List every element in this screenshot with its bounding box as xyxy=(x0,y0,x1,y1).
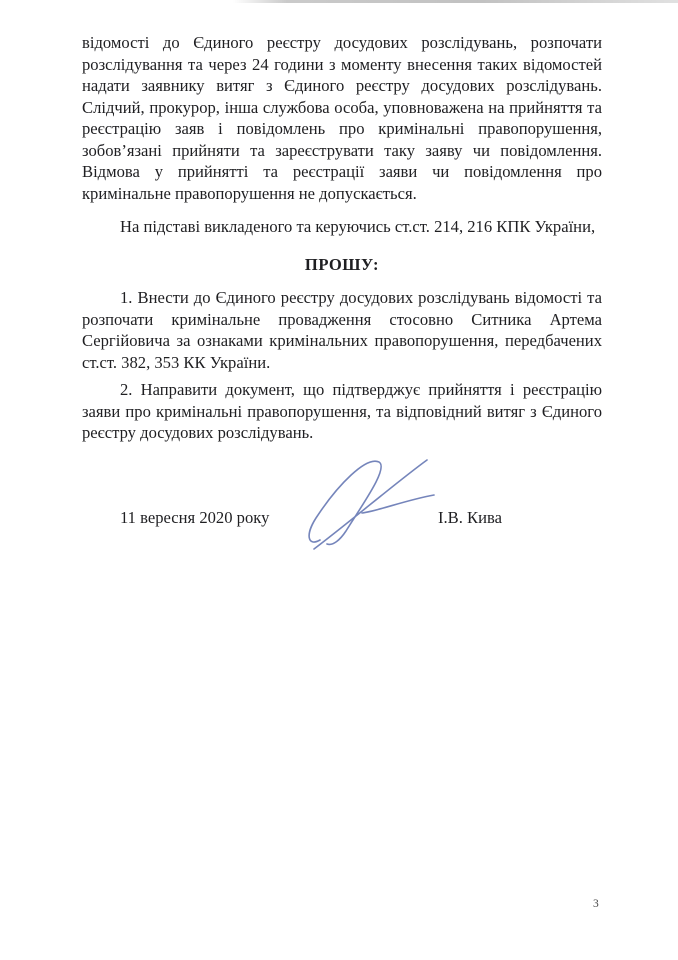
request-heading: ПРОШУ: xyxy=(304,254,380,274)
signature-stroke xyxy=(309,460,434,549)
scan-artifact-line xyxy=(233,0,678,3)
legal-basis-paragraph: На підставі викладеного та керуючись ст.ст. 214, 216 КПК України, xyxy=(120,217,596,236)
request-item-2: 2. Направити документ, що підтверджує прийняття і реєстрацію заяви про кримінальні правопорушення, та відповідний витяг з Єдиного реєстру досудових розслідувань. xyxy=(82,380,602,442)
handwritten-signature xyxy=(306,443,446,553)
document-date: 11 вересня 2020 року xyxy=(120,507,270,527)
body-paragraph-continuation: відомості до Єдиного реєстру досудових розслідувань, розпочати розслідування та через 24 години з моменту внесення таких відомостей надати заявнику витяг з Єдиного реєстру досудових розслідувань. Слідчий, прокурор, інша службова особа, уповноважена на прийняття та реєстрацію заяв і повідомлень про кримінальні правопорушення, зобов’язані прийняти та зареєструвати таку заяву чи повідомлення. Відмова у прийнятті та реєстрації заяви чи повідомлення про кримінальне правопорушення не допускається. xyxy=(82,33,602,203)
signer-name: І.В. Кива xyxy=(438,507,502,527)
page-number: 3 xyxy=(593,898,599,910)
request-item-1: 1. Внести до Єдиного реєстру досудових розслідувань відомості та розпочати кримінальне провадження стосовно Ситника Артема Сергійовича за ознаками кримінальних правопорушення, передбачених ст.ст. 382, 353 КК України. xyxy=(82,288,602,372)
